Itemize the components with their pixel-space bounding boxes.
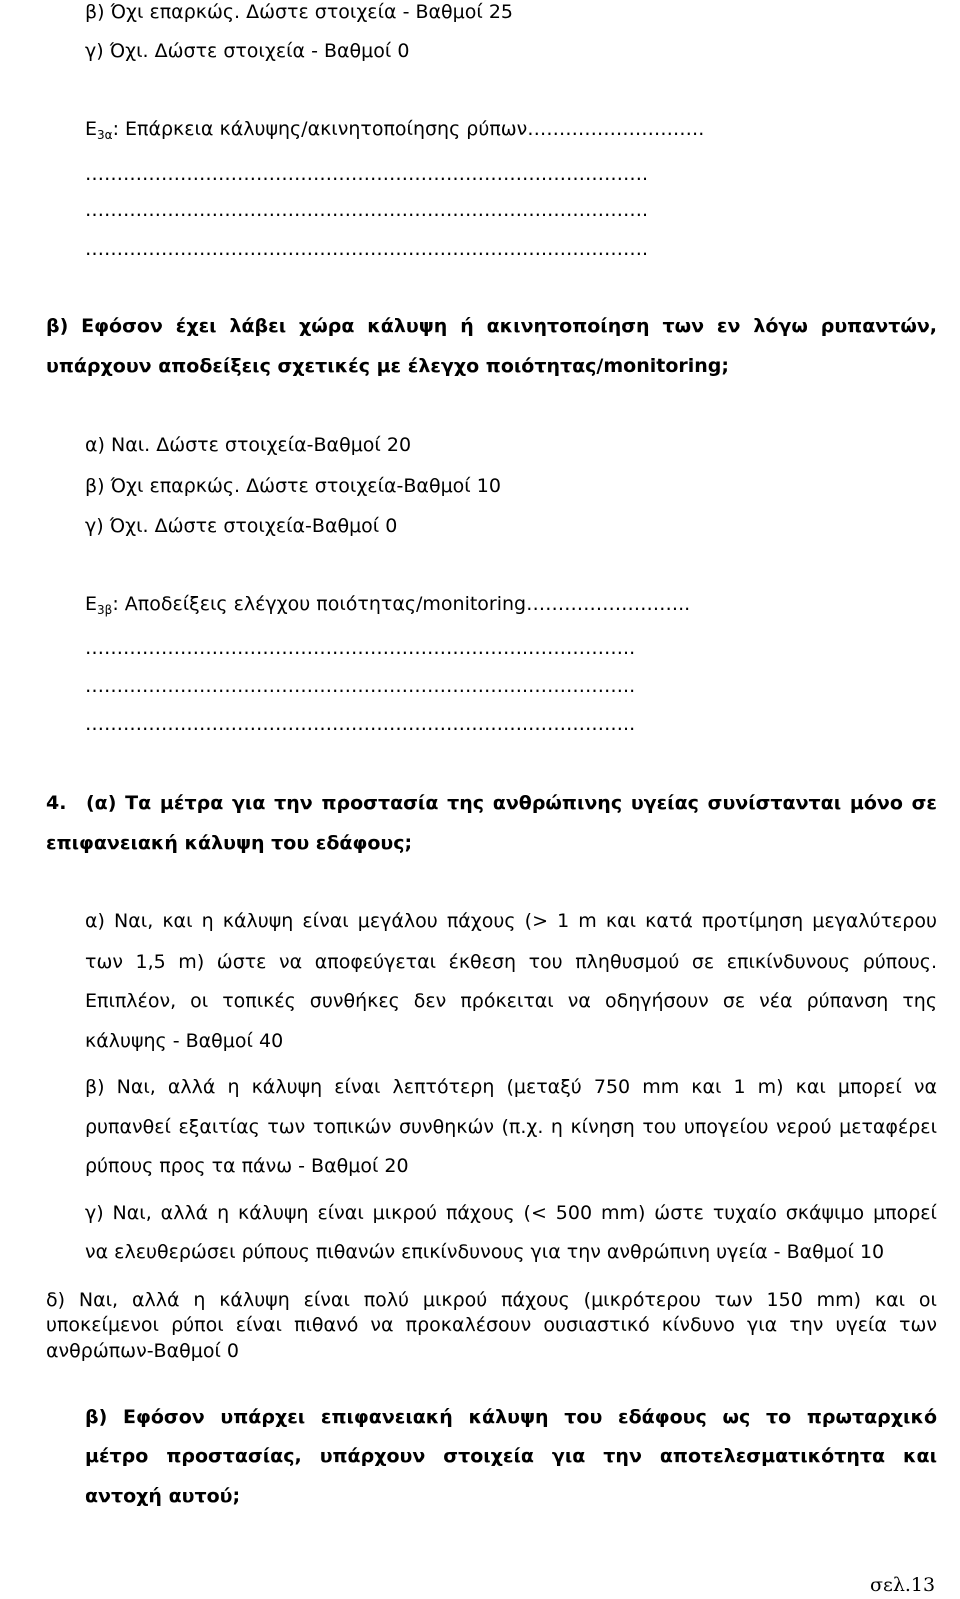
option-line: δ) Ναι, αλλά η κάλυψη είναι πολύ μικρού πάχους (μικρότερου των 150 mm) και οι xyxy=(46,1289,937,1311)
dotted-line: …………………………………………………………….…………….. xyxy=(85,713,636,735)
e3b-label: $E_{3\beta}$: Αποδείξεις ελέγχου ποιότητας/monitoring…………………….. xyxy=(85,593,691,617)
option-line: ρυπανθεί εξαιτίας των τοπικών συνθηκών (π.χ. η κίνηση του υπογείου νερού μεταφέρει xyxy=(85,1116,937,1138)
option-line: Επιπλέον, οι τοπικές συνθήκες δεν πρόκειται να οδηγήσουν σε νέα ρύπανση της xyxy=(85,990,937,1012)
dotted-line: ……………………………………………………………….……………. xyxy=(85,199,649,221)
option-line: β) Όχι επαρκώς. Δώστε στοιχεία-Βαθμοί 10 xyxy=(85,475,501,497)
option-line: ρύπους προς τα πάνω - Βαθμοί 20 xyxy=(85,1155,409,1177)
option-line: κάλυψης - Βαθμοί 40 xyxy=(85,1030,284,1052)
dotted-line: ……………………………………………………………….……………. xyxy=(85,163,649,185)
option-line: υποκείμενοι ρύποι είναι πιθανό να προκαλέσουν ουσιαστικό κίνδυνο για την υγεία των xyxy=(46,1314,937,1336)
option-line: β) Ναι, αλλά η κάλυψη είναι λεπτότερη (μεταξύ 750 mm και 1 m) και μπορεί να xyxy=(85,1076,937,1098)
dotted-line: ……………………………………………………………….……………. xyxy=(85,238,649,260)
dotted-line: …………………………………………………………….…………….. xyxy=(85,675,636,697)
question-text: (α) Τα μέτρα για την προστασία της ανθρώπινης υγείας συνίστανται μόνο σε xyxy=(86,792,937,814)
question-text: β) Εφόσον έχει λάβει χώρα κάλυψη ή ακινητοποίηση των εν λόγω ρυπαντών, xyxy=(46,315,937,337)
option-line: α) Ναι, και η κάλυψη είναι μεγάλου πάχους (> 1 m και κατά προτίμηση μεγαλύτερου xyxy=(85,910,937,932)
question-text: υπάρχουν αποδείξεις σχετικές με έλεγχο ποιότητας/monitoring; xyxy=(46,355,729,377)
option-line: γ) Όχι. Δώστε στοιχεία-Βαθμοί 0 xyxy=(85,515,398,537)
question-text: μέτρο προστασίας, υπάρχουν στοιχεία για την αποτελεσματικότητα και xyxy=(85,1445,937,1467)
question-text: αντοχή αυτού; xyxy=(85,1485,241,1507)
option-line: των 1,5 m) ώστε να αποφεύγεται έκθεση του πληθυσμού σε επικίνδυνους ρύπους. xyxy=(85,951,937,973)
option-line: γ) Όχι. Δώστε στοιχεία - Βαθμοί 0 xyxy=(85,40,410,62)
e3a-label: $E_{3\alpha}$: Επάρκεια κάλυψης/ακινητοποίησης ρύπων………………………. xyxy=(85,118,705,142)
dotted-line: …………………………………………………………….…………….. xyxy=(85,637,636,659)
question-number: 4. xyxy=(46,792,67,814)
option-line: α) Ναι. Δώστε στοιχεία-Βαθμοί 20 xyxy=(85,434,412,456)
question-text: επιφανειακή κάλυψη του εδάφους; xyxy=(46,832,413,854)
option-line: γ) Ναι, αλλά η κάλυψη είναι μικρού πάχους (< 500 mm) ώστε τυχαίο σκάψιμο μπορεί xyxy=(85,1202,937,1224)
question-text: β) Εφόσον υπάρχει επιφανειακή κάλυψη του εδάφους ως το πρωταρχικό xyxy=(85,1406,937,1428)
page-number: σελ.13 xyxy=(870,1574,936,1596)
option-line: να ελευθερώσει ρύπους πιθανών επικίνδυνους για την ανθρώπινη υγεία - Βαθμοί 10 xyxy=(85,1241,885,1263)
option-line: ανθρώπων-Βαθμοί 0 xyxy=(46,1340,240,1362)
option-line: β) Όχι επαρκώς. Δώστε στοιχεία - Βαθμοί 25 xyxy=(85,1,514,23)
